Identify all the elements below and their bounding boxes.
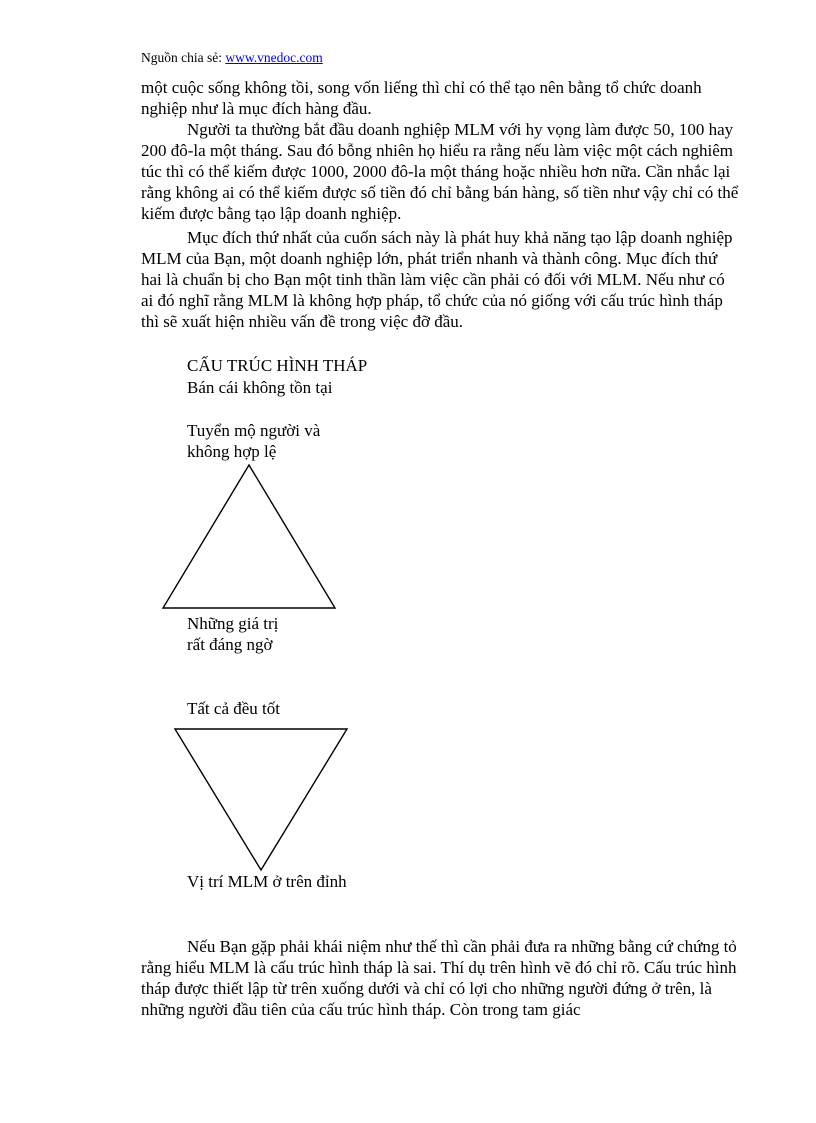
- diagram-title: CẤU TRÚC HÌNH THÁP: [187, 356, 368, 375]
- source-link[interactable]: www.vnedoc.com: [225, 50, 323, 65]
- upright-triangle-shape: [163, 465, 335, 608]
- paragraph-book-goals: Mục đích thứ nhất của cuốn sách này là phát huy khả năng tạo lập doanh nghiệp MLM của Bạn, một doanh nghiệp lớn, phát triển nhanh và thành công. Mục đích thứ hai là chuẩn bị cho Bạn một tinh thần làm việc cần phải có đối với MLM. Nếu như có ai đó nghĩ rằng MLM là không hợp pháp, tổ chức của nó giống với cấu trúc hình tháp thì sẽ xuất hiện nhiều vấn đề trong việc đỡ đầu.: [141, 228, 733, 331]
- pyramid-top-label-line2: không hợp lệ: [187, 442, 277, 461]
- inverted-bottom-label: Vị trí MLM ở trên đỉnh: [187, 872, 347, 891]
- pyramid-bottom-label-line2: rất đáng ngờ: [187, 635, 273, 654]
- header-source-label: Nguồn chia sẻ:: [141, 50, 226, 65]
- paragraph-intro-continuation: một cuộc sống không tồi, song vốn liếng thì chỉ có thể tạo nên bằng tổ chức doanh nghiệp như là mục đích hàng đầu.: [141, 78, 702, 118]
- pyramid-triangle: [160, 462, 340, 612]
- diagram-subtitle: Bán cái không tồn tại: [187, 378, 333, 397]
- paragraph-pyramid-explanation: Nếu Bạn gặp phải khái niệm như thế thì cần phải đưa ra những bằng cứ chứng tỏ rằng hiểu MLM là cấu trúc hình tháp là sai. Thí dụ trên hình vẽ đó chỉ rõ. Cấu trúc hình tháp được thiết lập từ trên xuống dưới và chỉ có lợi cho những người đứng ở trên, là những người đầu tiên của cấu trúc hình tháp. Còn trong tam giác: [141, 937, 737, 1019]
- inverted-top-label: Tất cả đều tốt: [187, 699, 280, 718]
- pyramid-top-label-line1: Tuyển mộ người và: [187, 421, 321, 440]
- pyramid-bottom-label-line1: Những giá trị: [187, 614, 279, 633]
- inverted-triangle: [172, 726, 352, 874]
- page-header: [141, 50, 323, 66]
- paragraph-expectations: Người ta thường bắt đầu doanh nghiệp MLM với hy vọng làm được 50, 100 hay 200 đô-la một tháng. Sau đó bỗng nhiên họ hiểu ra rằng nếu làm việc một cách nghiêm túc thì có thể kiếm được 1000, 2000 đô-la một tháng hoặc nhiều hơn nữa. Cần nhắc lại rằng không ai có thể kiếm được số tiền đó chỉ bằng bán hàng, số tiền như vậy chỉ có thể kiếm được bằng tạo lập doanh nghiệp.: [141, 120, 739, 223]
- inverted-triangle-shape: [175, 729, 347, 870]
